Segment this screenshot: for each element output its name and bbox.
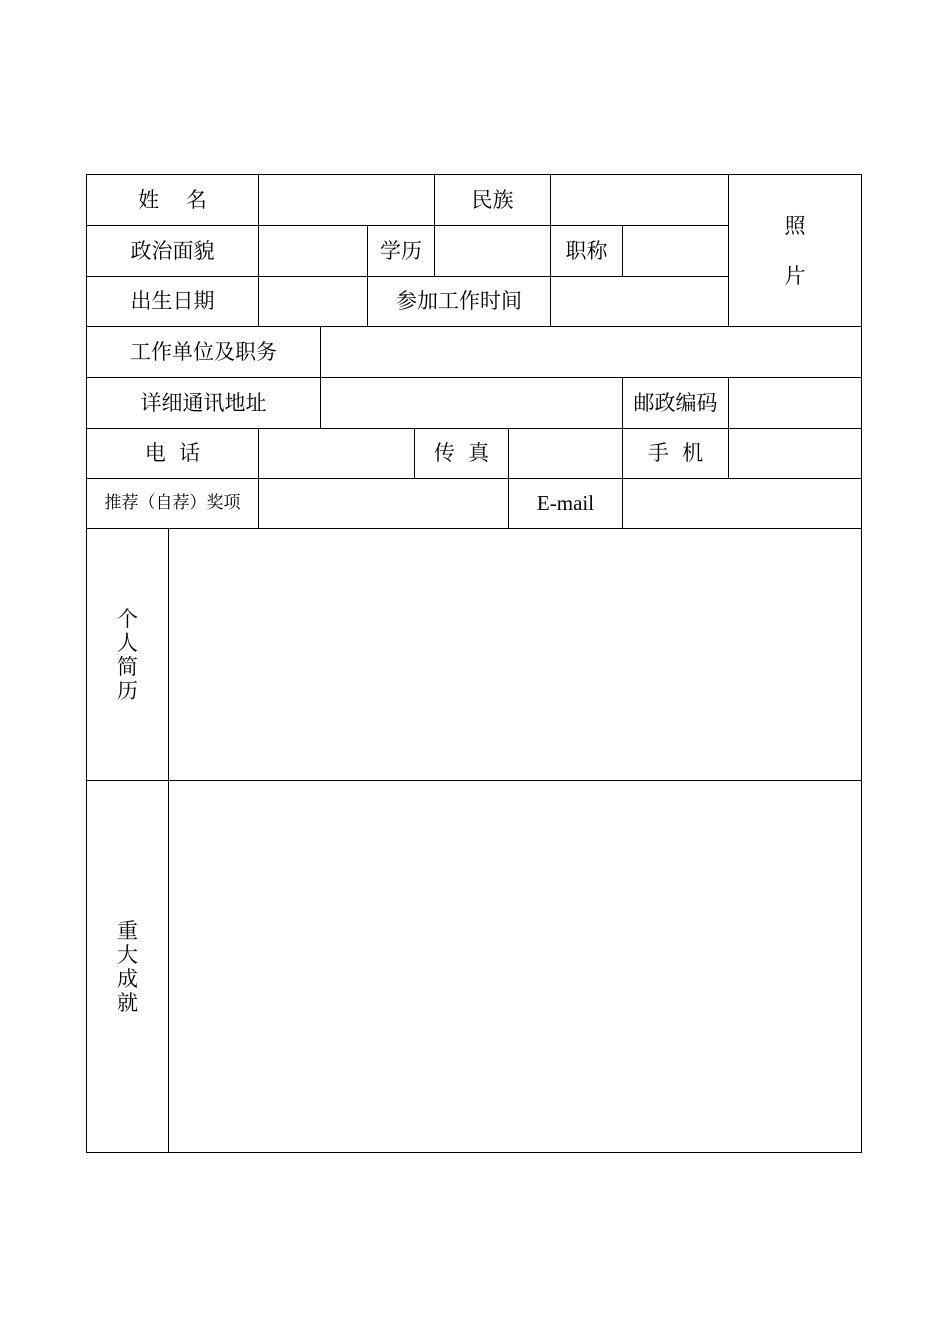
political-status-label: 政治面貌 — [86, 225, 259, 277]
award-label: 推荐（自荐）奖项 — [86, 478, 259, 529]
achievements-section-label — [86, 780, 169, 1153]
email-field[interactable] — [622, 478, 862, 529]
fax-label: 传 真 — [414, 428, 509, 479]
resume-field[interactable] — [168, 528, 862, 781]
resume-char-3: 简 — [117, 654, 138, 679]
resume-section-label — [86, 528, 169, 781]
work-start-label: 参加工作时间 — [367, 276, 551, 327]
political-status-field[interactable] — [258, 225, 368, 277]
name-field[interactable] — [258, 174, 435, 226]
phone-field[interactable] — [258, 428, 415, 479]
work-unit-field[interactable] — [320, 326, 862, 378]
work-start-field[interactable] — [550, 276, 729, 327]
resume-char-4: 历 — [117, 678, 138, 703]
name-label: 姓 名 — [86, 174, 259, 226]
ethnicity-label: 民族 — [434, 174, 551, 226]
photo-box[interactable] — [728, 174, 862, 327]
birth-date-label: 出生日期 — [86, 276, 259, 327]
achievements-char-2: 大 — [117, 942, 138, 967]
resume-char-1: 个 — [117, 606, 138, 631]
postal-code-field[interactable] — [728, 377, 862, 429]
resume-char-2: 人 — [117, 630, 138, 655]
phone-label: 电 话 — [86, 428, 259, 479]
education-label: 学历 — [367, 225, 435, 277]
title-field[interactable] — [622, 225, 729, 277]
education-field[interactable] — [434, 225, 551, 277]
ethnicity-field[interactable] — [550, 174, 729, 226]
achievements-char-3: 成 — [117, 966, 138, 991]
address-field[interactable] — [320, 377, 623, 429]
email-label: E-mail — [508, 478, 623, 529]
address-label: 详细通讯地址 — [86, 377, 321, 429]
birth-date-field[interactable] — [258, 276, 368, 327]
achievements-char-4: 就 — [117, 990, 138, 1015]
mobile-label: 手 机 — [622, 428, 729, 479]
photo-label: 照 片 — [784, 213, 806, 288]
award-field[interactable] — [258, 478, 509, 529]
title-label: 职称 — [550, 225, 623, 277]
achievements-field[interactable] — [168, 780, 862, 1153]
postal-code-label: 邮政编码 — [622, 377, 729, 429]
mobile-field[interactable] — [728, 428, 862, 479]
achievements-char-1: 重 — [117, 918, 138, 943]
work-unit-label: 工作单位及职务 — [86, 326, 321, 378]
fax-field[interactable] — [508, 428, 623, 479]
